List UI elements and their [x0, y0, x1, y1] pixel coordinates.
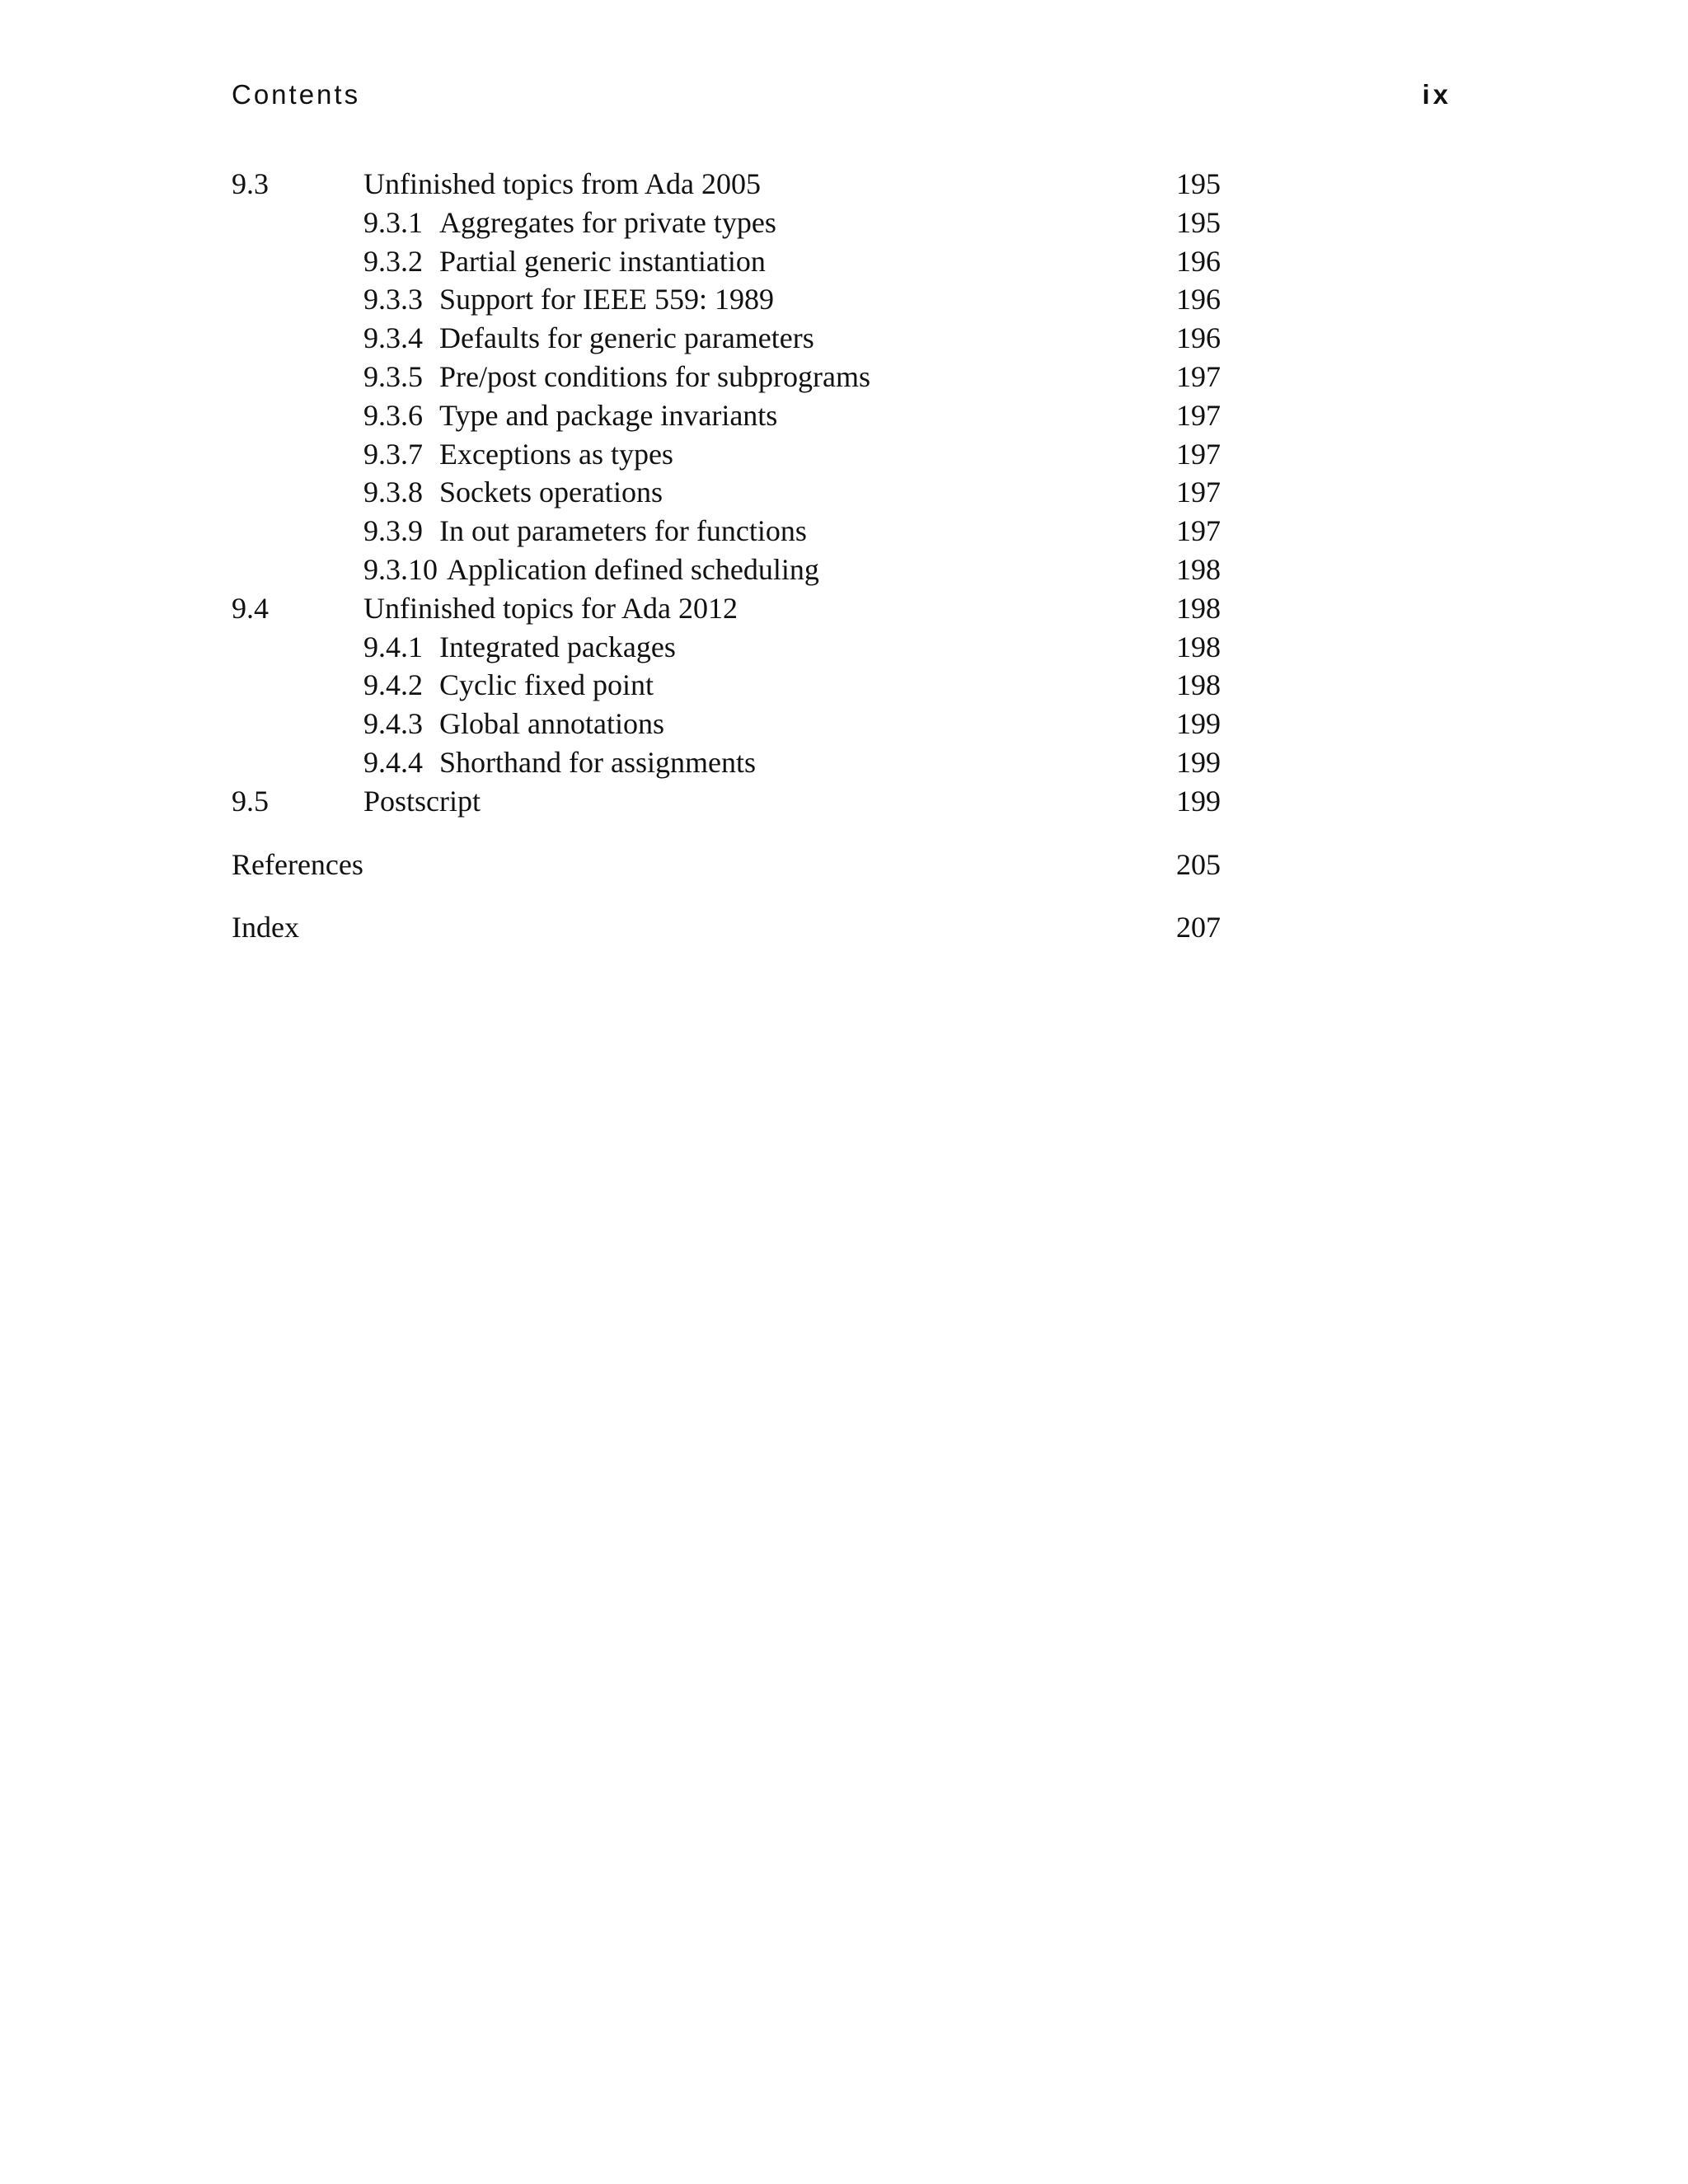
toc-page-number: 197 [1176, 398, 1221, 432]
toc-page-number: 207 [1176, 911, 1221, 944]
toc-section-number: 9.3 [232, 167, 269, 200]
toc-section-title: Postscript [363, 784, 481, 818]
toc-subsection-title: Partial generic instantiation [439, 244, 766, 278]
toc-subsection-title: Exceptions as types [439, 437, 673, 471]
toc-page-number: 198 [1176, 630, 1221, 663]
toc-page-number: 198 [1176, 668, 1221, 702]
toc-page-number: 195 [1176, 205, 1221, 239]
running-head-title: Contents [232, 79, 361, 110]
toc-section-number: 9.5 [232, 784, 269, 818]
toc-subsection-title: Sockets operations [439, 476, 663, 509]
toc-page-number: 197 [1176, 476, 1221, 509]
toc-chapter-title: References [232, 847, 363, 881]
toc-subsection-title: In out parameters for functions [439, 514, 807, 548]
toc-subsection-number: 9.4.2 [363, 668, 423, 702]
toc-subsection-title: Shorthand for assignments [439, 745, 756, 779]
toc-subsection-number: 9.4.1 [363, 630, 423, 663]
toc-subsection-entry[interactable] [232, 280, 1221, 319]
toc-subsection-entry[interactable] [232, 435, 1221, 474]
toc-subsection-title: Global annotations [439, 707, 664, 741]
toc-subsection-number: 9.3.7 [363, 437, 423, 471]
toc-subsection-number: 9.4.4 [363, 745, 423, 779]
toc-subsection-title: Aggregates for private types [439, 205, 776, 239]
toc-subsection-entry[interactable] [232, 551, 1221, 589]
toc-page-number: 199 [1176, 784, 1221, 818]
toc-page-number: 199 [1176, 745, 1221, 779]
toc-page-number: 196 [1176, 321, 1221, 355]
toc-subsection-entry[interactable] [232, 204, 1221, 242]
toc-page-number: 198 [1176, 552, 1221, 586]
table-of-contents [232, 165, 1221, 947]
toc-subsection-title: Pre/post conditions for subprograms [439, 359, 870, 393]
toc-subsection-number: 9.3.9 [363, 514, 423, 548]
toc-subsection-number: 9.3.3 [363, 283, 423, 316]
toc-subsection-number: 9.3.10 [363, 552, 438, 586]
toc-subsection-title: Type and package invariants [439, 398, 778, 432]
toc-page-number: 196 [1176, 283, 1221, 316]
toc-subsection-entry[interactable] [232, 473, 1221, 512]
toc-page-number: 197 [1176, 359, 1221, 393]
toc-subsection-title: Integrated packages [439, 630, 676, 663]
toc-page-number: 196 [1176, 244, 1221, 278]
toc-subsection-title: Application defined scheduling [447, 552, 819, 586]
toc-section-number: 9.4 [232, 591, 269, 625]
toc-section-title: Unfinished topics for Ada 2012 [363, 591, 738, 625]
toc-subsection-number: 9.3.1 [363, 205, 423, 239]
toc-subsection-entry[interactable] [232, 628, 1221, 667]
toc-subsection-entry[interactable] [232, 319, 1221, 358]
toc-subsection-number: 9.3.6 [363, 398, 423, 432]
toc-subsection-entry[interactable] [232, 396, 1221, 435]
toc-page-number: 198 [1176, 591, 1221, 625]
toc-subsection-entry[interactable] [232, 242, 1221, 281]
toc-chapter-title: Index [232, 911, 299, 944]
toc-subsection-number: 9.3.2 [363, 244, 423, 278]
toc-page-number: 197 [1176, 514, 1221, 548]
toc-section-entry[interactable] [232, 589, 1221, 628]
toc-references-entry[interactable] [232, 846, 1221, 884]
page-number: ix [1422, 79, 1451, 110]
toc-subsection-number: 9.3.8 [363, 476, 423, 509]
toc-subsection-title: Defaults for generic parameters [439, 321, 814, 355]
toc-page-number: 199 [1176, 707, 1221, 741]
toc-subsection-title: Cyclic fixed point [439, 668, 654, 702]
toc-subsection-entry[interactable] [232, 705, 1221, 743]
running-head [232, 79, 1451, 120]
toc-subsection-entry[interactable] [232, 358, 1221, 396]
toc-subsection-number: 9.4.3 [363, 707, 423, 741]
toc-page-number: 197 [1176, 437, 1221, 471]
toc-subsection-number: 9.3.4 [363, 321, 423, 355]
toc-subsection-entry[interactable] [232, 743, 1221, 782]
toc-index-entry[interactable] [232, 908, 1221, 947]
toc-subsection-entry[interactable] [232, 666, 1221, 705]
toc-subsection-title: Support for IEEE 559: 1989 [439, 283, 774, 316]
toc-subsection-entry[interactable] [232, 512, 1221, 551]
toc-page-number: 205 [1176, 847, 1221, 881]
toc-subsection-number: 9.3.5 [363, 359, 423, 393]
toc-section-entry[interactable] [232, 165, 1221, 204]
toc-section-title: Unfinished topics from Ada 2005 [363, 167, 761, 200]
toc-page-number: 195 [1176, 167, 1221, 200]
toc-section-entry[interactable] [232, 782, 1221, 821]
